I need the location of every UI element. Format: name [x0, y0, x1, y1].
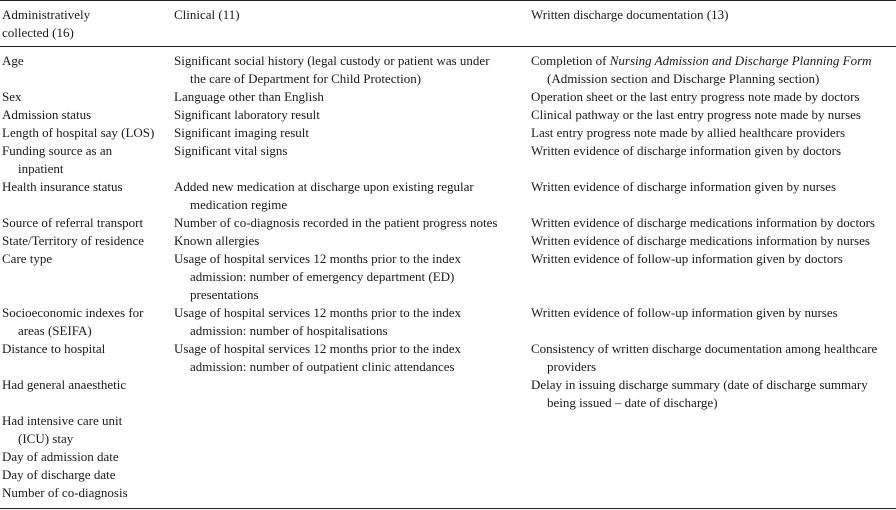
table-cell: Usage of hospital services 12 months prior to the index admission: number of outpatient clinic attendances: [174, 341, 462, 374]
table-cell: Sex: [2, 89, 22, 104]
table-cell: Significant imaging result: [174, 125, 310, 140]
table-cell: Known allergies: [174, 233, 260, 248]
table-cell: Length of hospital say (LOS): [2, 125, 155, 140]
table-cell: Usage of hospital services 12 months prior to the index admission: number of emergency department (ED) presentations: [174, 251, 462, 302]
table-cell: Completion of Nursing Admission and Discharge Planning Form (Admission section and Discharge Planning section): [531, 53, 872, 86]
table-cell: Written evidence of follow-up information given by doctors: [531, 251, 843, 266]
table-cell: Written evidence of discharge medications information by doctors: [531, 215, 875, 230]
table-cell: Written evidence of discharge information given by doctors: [531, 143, 842, 158]
table-cell: Health insurance status: [2, 179, 123, 194]
table-cell: Added new medication at discharge upon existing regular medication regime: [174, 179, 474, 212]
table-cell: Distance to hospital: [2, 341, 106, 356]
table-cell: Last entry progress note made by allied healthcare providers: [531, 125, 846, 140]
table-cell: Significant social history (legal custody or patient was under the care of Department for Child Protection): [174, 53, 490, 86]
table-cell: Written evidence of discharge medications information by nurses: [531, 233, 870, 248]
table-cell: Number of co-diagnosis: [2, 485, 128, 500]
table-top-rule: [0, 0, 896, 1]
table-cell: Operation sheet or the last entry progress note made by doctors: [531, 89, 860, 104]
table-cell: Had intensive care unit (ICU) stay: [2, 413, 123, 446]
header-clinical: Clinical (11): [174, 7, 240, 22]
table-cell: Clinical pathway or the last entry progress note made by nurses: [531, 107, 861, 122]
table-cell: Written evidence of follow-up information given by nurses: [531, 305, 838, 320]
table-cell: State/Territory of residence: [2, 233, 145, 248]
table-cell: Significant laboratory result: [174, 107, 320, 122]
header-administrative: Administratively collected (16): [2, 7, 91, 40]
table-cell: Significant vital signs: [174, 143, 288, 158]
table-cell: Source of referral transport: [2, 215, 144, 230]
table-cell: Delay in issuing discharge summary (date of discharge summary being issued – date of discharge): [531, 377, 868, 410]
table-cell: Consistency of written discharge documentation among healthcare providers: [531, 341, 878, 374]
table-cell: Age: [2, 53, 24, 68]
table-cell: Day of admission date: [2, 449, 119, 464]
table-cell: Had general anaesthetic: [2, 377, 127, 392]
table-cell: Usage of hospital services 12 months prior to the index admission: number of hospitalisations: [174, 305, 462, 338]
header-written-discharge: Written discharge documentation (13): [531, 7, 729, 22]
table-cell: Socioeconomic indexes for areas (SEIFA): [2, 305, 144, 338]
table-cell: Funding source as an inpatient: [2, 143, 113, 176]
table-cell: Day of discharge date: [2, 467, 116, 482]
table-cell: Admission status: [2, 107, 92, 122]
table-cell: Written evidence of discharge information given by nurses: [531, 179, 837, 194]
table-cell: Number of co-diagnosis recorded in the patient progress notes: [174, 215, 498, 230]
table-bottom-rule: [0, 508, 896, 509]
table-header-rule: [0, 46, 896, 47]
table-cell: Language other than English: [174, 89, 324, 104]
table-cell: Care type: [2, 251, 53, 266]
